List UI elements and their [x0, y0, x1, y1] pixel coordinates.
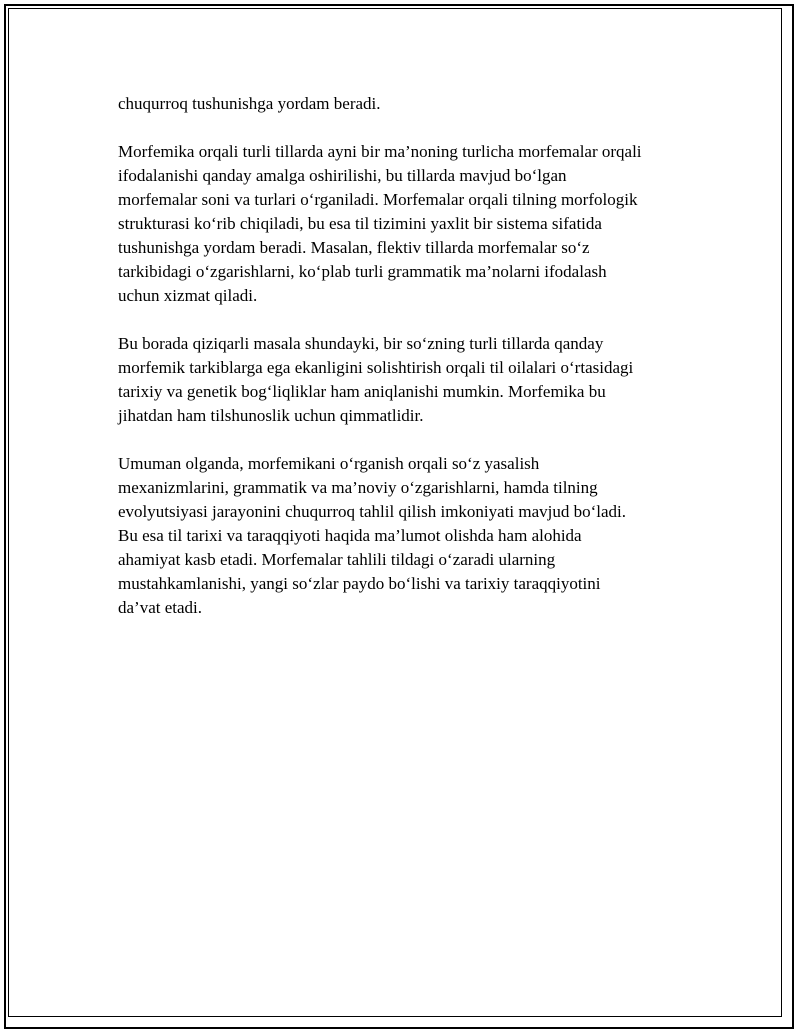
- document-body: [118, 92, 698, 644]
- paragraph-4: Umuman olganda, morfemikani o‘rganish orqali so‘z yasalish mexanizmlarini, grammatik va ma’noviy o‘zgarishlarni, hamda tilning evolyutsiyasi jarayonini chuqurroq tahlil qilish imkoniyati mavjud bo‘ladi. Bu esa til tarixi va taraqqiyoti haqida ma’lumot olishda ham alohida ahamiyat kasb etadi. Morfemalar tahlili tildagi o‘zaradi ularning mustahkamlanishi, yangi so‘zlar paydo bo‘lishi va tarixiy taraqqiyotini da’vat etadi.: [118, 454, 627, 617]
- paragraph-2: Morfemika orqali turli tillarda ayni bir ma’noning turlicha morfemalar orqali ifodalanishi qanday amalga oshirilishi, bu tillarda mavjud bo‘lgan morfemalar soni va turlari o‘rganiladi. Morfemalar orqali tilning morfologik strukturasi ko‘rib chiqiladi, bu esa til tizimini yaxlit bir sistema sifatida tushunishga yordam beradi. Masalan, flektiv tillarda morfemalar so‘z tarkibidagi o‘zgarishlarni, ko‘plab turli grammatik ma’nolarni ifodalash uchun xizmat qiladi.: [118, 142, 642, 305]
- paragraph-1: chuqurroq tushunishga yordam beradi.: [118, 94, 381, 113]
- paragraph-3: Bu borada qiziqarli masala shundayki, bir so‘zning turli tillarda qanday morfemik tarkiblarga ega ekanligini solishtirish orqali til oilalari o‘rtasidagi tarixiy va genetik bog‘liqliklar ham aniqlanishi mumkin. Morfemika bu jihatdan ham tilshunoslik uchun qimmatlidir.: [118, 334, 634, 425]
